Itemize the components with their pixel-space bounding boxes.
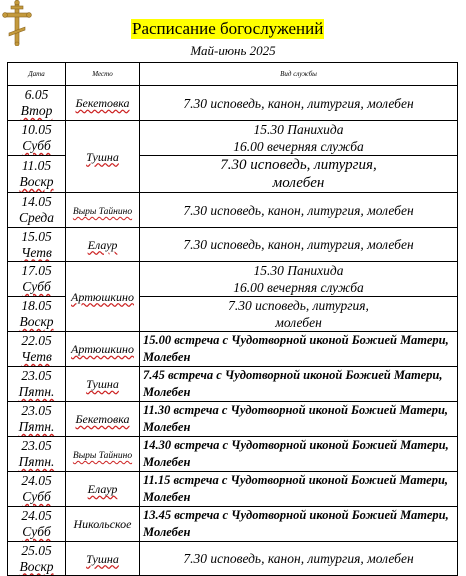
date: 24.05 <box>21 473 52 488</box>
table-row <box>8 262 458 297</box>
table-row <box>8 121 458 156</box>
date-cell <box>8 507 66 542</box>
service-cell <box>140 507 458 542</box>
schedule-table <box>7 62 458 576</box>
place-cell <box>66 332 140 367</box>
date: 15.05 <box>21 228 52 244</box>
place: Тушна <box>86 377 119 391</box>
place-cell <box>66 367 140 402</box>
place-cell <box>66 437 140 472</box>
weekday: Воскр <box>19 558 54 574</box>
place-cell <box>66 228 140 262</box>
weekday: Четв <box>21 349 52 364</box>
table-row <box>8 472 458 507</box>
service-cell <box>140 86 458 121</box>
service-line: Молебен <box>143 525 191 539</box>
weekday: Пятн. <box>18 454 55 469</box>
service-line: Молебен <box>143 455 191 469</box>
date: 18.05 <box>21 298 52 313</box>
place-cell <box>66 193 140 228</box>
service-line: Молебен <box>143 420 191 434</box>
date-cell <box>8 367 66 402</box>
service-cell <box>140 367 458 402</box>
date-cell <box>8 262 66 297</box>
place-cell <box>66 542 140 576</box>
date: 25.05 <box>21 542 52 558</box>
service-line: 16.00 вечерняя служба <box>233 280 364 295</box>
page-title: Расписание богослужений <box>132 19 324 38</box>
service-cell <box>140 156 458 193</box>
date: 14.05 <box>21 194 52 209</box>
service-line: Молебен <box>143 350 191 364</box>
date-cell <box>8 156 66 193</box>
date: 17.05 <box>21 263 52 278</box>
place-cell <box>66 507 140 542</box>
service-line: 14.30 встреча с Чудотворной иконой Божией Матери, <box>143 438 449 452</box>
table-row <box>8 542 458 576</box>
place: Выры Тайнино <box>72 207 133 217</box>
service-line: 15.00 встреча с Чудотворной иконой Божией Матери, <box>143 333 449 347</box>
weekday: Субб <box>22 279 51 294</box>
place: Тушна <box>86 149 119 164</box>
date-cell <box>8 228 66 262</box>
service-line: 7.30 исповедь, канон, литургия, молебен <box>183 237 414 252</box>
date: 22.05 <box>21 333 52 348</box>
column-header-service: Вид службы <box>140 63 458 86</box>
weekday: Втор <box>20 103 53 118</box>
service-line: 13.45 встреча с Чудотворной иконой Божией Матери, <box>143 508 449 522</box>
date: 11.05 <box>21 158 52 173</box>
service-cell <box>140 193 458 228</box>
date-cell <box>8 121 66 156</box>
column-header-place: Место <box>66 63 140 86</box>
service-line: Молебен <box>143 385 191 399</box>
weekday: Четв <box>21 244 52 260</box>
table-row <box>8 402 458 437</box>
table-header-row <box>8 63 458 86</box>
service-line: 7.30 исповедь, канон, литургия, молебен <box>183 551 414 566</box>
date-cell <box>8 193 66 228</box>
service-line: 7.30 исповедь, канон, литургия, молебен <box>183 202 414 218</box>
column-header-date: Дата <box>8 63 66 86</box>
place-cell <box>66 86 140 121</box>
date: 23.05 <box>21 368 52 383</box>
weekday: Субб <box>22 138 51 153</box>
table-row <box>8 193 458 228</box>
place: Выры Тайнино <box>72 451 133 461</box>
service-line: 7.30 исповедь, канон, литургия, молебен <box>183 95 414 111</box>
weekday: Воскр <box>19 314 54 329</box>
table-row <box>8 507 458 542</box>
weekday: Пятн. <box>18 384 55 399</box>
service-cell <box>140 472 458 507</box>
table-row <box>8 437 458 472</box>
place: Артюшкино <box>71 342 134 356</box>
orthodox-cross-icon <box>2 0 32 46</box>
weekday: Субб <box>22 489 51 504</box>
schedule-period: Май-июнь 2025 <box>190 43 276 58</box>
service-cell <box>140 402 458 437</box>
date: 10.05 <box>21 122 52 137</box>
place: Никольское <box>73 517 132 531</box>
place: Елаур <box>87 482 118 496</box>
service-cell <box>140 542 458 576</box>
service-line: 15.30 Панихида <box>253 122 344 137</box>
table-row <box>8 367 458 402</box>
table-row <box>8 86 458 121</box>
date: 6.05 <box>24 87 49 102</box>
service-cell <box>140 228 458 262</box>
place-cell <box>66 262 140 332</box>
service-line: 7.30 исповедь, литургия, <box>228 298 369 313</box>
weekday: Пятн. <box>18 419 55 434</box>
service-line: Молебен <box>143 490 191 504</box>
service-line: молебен <box>275 315 322 330</box>
service-cell <box>140 297 458 332</box>
service-line: 11.30 встреча с Чудотворной иконой Божией Матери, <box>143 403 449 417</box>
date-cell <box>8 332 66 367</box>
date: 23.05 <box>21 403 52 418</box>
date-cell <box>8 437 66 472</box>
table-row <box>8 332 458 367</box>
date-cell <box>8 86 66 121</box>
date: 24.05 <box>21 508 52 523</box>
service-line: 7.30 исповедь, литургия, <box>220 157 377 173</box>
table-row <box>8 228 458 262</box>
service-cell <box>140 121 458 156</box>
service-cell <box>140 262 458 297</box>
date: 23.05 <box>21 438 52 453</box>
place: Артюшкино <box>71 289 134 304</box>
place-cell <box>66 472 140 507</box>
place: Бекетовка <box>75 412 130 426</box>
date-cell <box>8 472 66 507</box>
service-cell <box>140 332 458 367</box>
service-line: 16.00 вечерняя служба <box>233 139 364 154</box>
date-cell <box>8 297 66 332</box>
weekday: Воскр <box>19 174 54 189</box>
place-cell <box>66 121 140 193</box>
service-cell <box>140 437 458 472</box>
date-cell <box>8 402 66 437</box>
service-line: 15.30 Панихида <box>253 263 344 278</box>
place-cell <box>66 402 140 437</box>
service-line: 11.15 встреча с Чудотворной иконой Божией Матери, <box>143 473 449 487</box>
place: Тушна <box>86 551 119 566</box>
service-line: 7.45 встреча с Чудотворной иконой Божией Матери, <box>143 368 443 382</box>
place: Елаур <box>87 237 118 252</box>
weekday: Субб <box>22 524 51 539</box>
weekday: Среда <box>19 210 54 225</box>
place: Бекетовка <box>75 96 130 110</box>
service-line: молебен <box>272 175 325 191</box>
date-cell <box>8 542 66 576</box>
